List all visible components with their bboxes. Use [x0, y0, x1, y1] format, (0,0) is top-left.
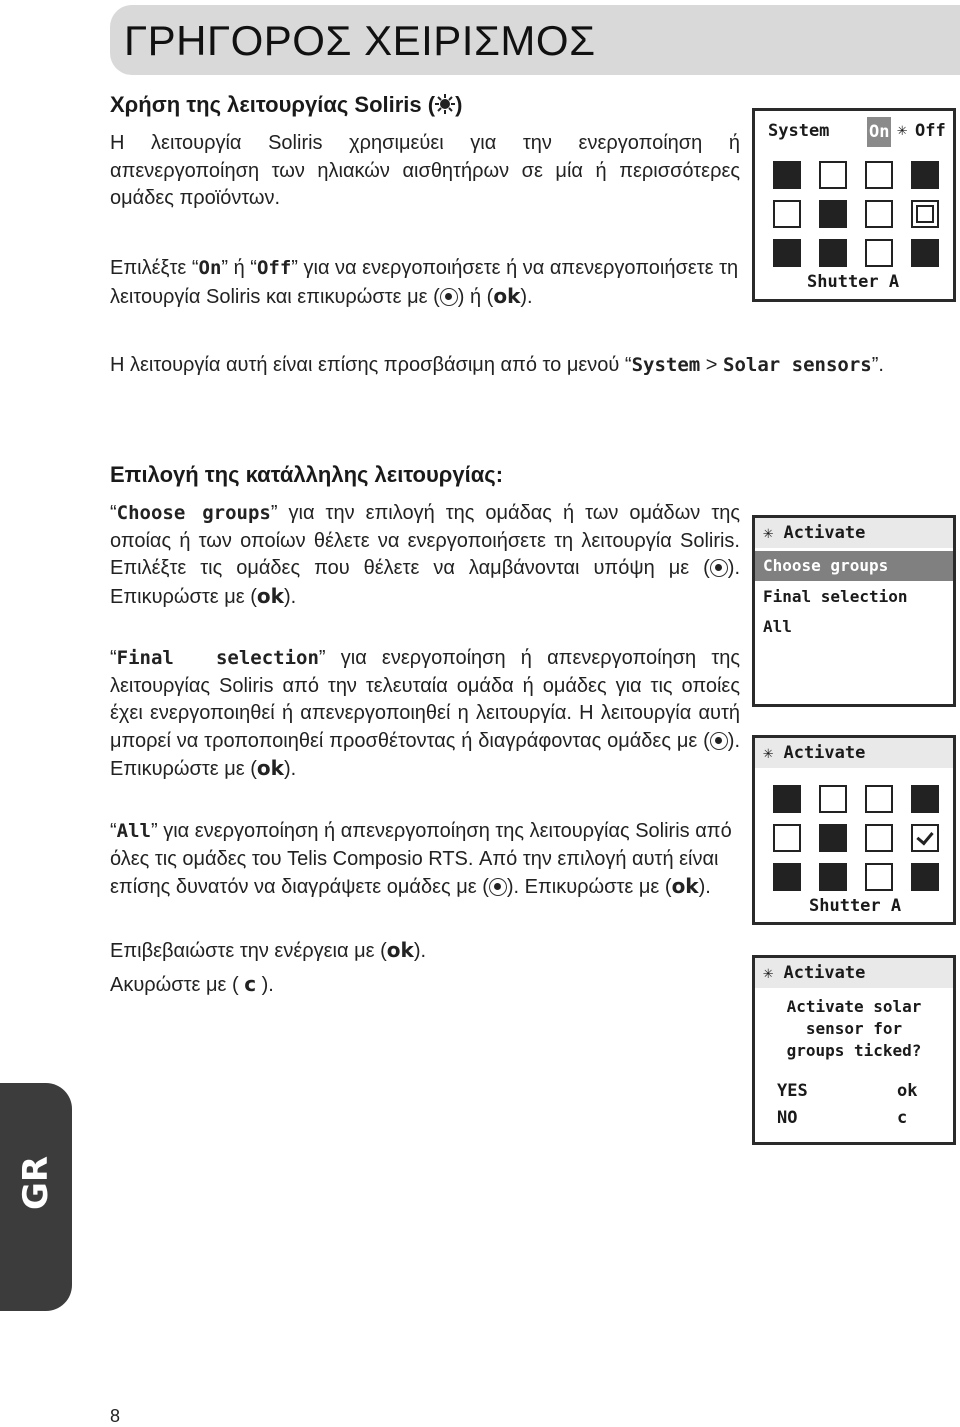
- group-cell[interactable]: [865, 200, 893, 228]
- confirm-message: Activate solar sensor for groups ticked?: [786, 997, 922, 1060]
- group-cell[interactable]: [773, 200, 801, 228]
- device-screen-groups: [752, 735, 956, 925]
- page-title: ΓΡΗΓΟΡΟΣ ΧΕΙΡΙΣΜΟΣ: [124, 17, 596, 64]
- group-cell[interactable]: [865, 785, 893, 813]
- select-key-icon: [710, 732, 728, 750]
- ok-key-label: ok: [897, 1081, 918, 1101]
- c-key-label: c: [897, 1108, 908, 1128]
- screen-header: [755, 958, 953, 988]
- all-text: “All” για ενεργοποίηση ή απενεργοποίηση της λειτουργίας Soliris από όλες τις ομάδες του Telis Composio RTS. Από την επιλογή αυτή είναι επίσης δυνατόν να διαγράψετε ομάδες με ( ). Επικυρώστε με (ok).: [110, 820, 732, 898]
- select-key-icon: [489, 878, 507, 896]
- group-cell[interactable]: [911, 239, 939, 267]
- group-cell[interactable]: [865, 824, 893, 852]
- group-cell[interactable]: [773, 161, 801, 189]
- group-cell[interactable]: [911, 785, 939, 813]
- select-key-icon: [440, 288, 458, 306]
- soliris-menu-path: Η λειτουργία αυτή είναι επίσης προσβάσιμη από το μενού “System > Solar sensors”.: [110, 354, 884, 376]
- screen-off-option: Off: [915, 121, 946, 141]
- group-cell[interactable]: [819, 161, 847, 189]
- soliris-heading: Χρήση της λειτουργίας Soliris ( ): [110, 92, 462, 120]
- soliris-onoff-text: Επιλέξτε “On” ή “Off” για να ενεργοποιήσετε ή να απενεργοποιήσετε τη λειτουργία Soliris και επικυρώστε με ( ) ή (ok).: [110, 257, 739, 308]
- group-cell[interactable]: [865, 239, 893, 267]
- group-cell[interactable]: [865, 863, 893, 891]
- menu-item-choose-groups[interactable]: Choose groups: [755, 551, 953, 581]
- screen-title: ✳ Activate: [763, 963, 866, 983]
- screen-header: [755, 518, 953, 548]
- group-cell[interactable]: [819, 824, 847, 852]
- page-number: 8: [110, 1406, 121, 1426]
- confirm-text: Επιβεβαιώστε την ενέργεια με (ok).: [110, 938, 427, 962]
- group-cell[interactable]: [911, 863, 939, 891]
- group-cell[interactable]: [773, 239, 801, 267]
- device-screen-onoff: [752, 108, 956, 302]
- screen-header: [755, 738, 953, 768]
- yes-option[interactable]: YES: [777, 1081, 808, 1101]
- screen-shutter-label: Shutter A: [809, 896, 902, 916]
- group-cell[interactable]: [911, 824, 939, 852]
- screen-system-label: System: [768, 121, 830, 141]
- soliris-intro: Η λειτουργία Soliris χρησιμεύει για την ενεργοποίηση ή απενεργοποίηση των ηλιακών αισθητήρων σε μία ή περισσότερες ομάδες προϊόντων.: [110, 132, 740, 209]
- group-cell[interactable]: [773, 824, 801, 852]
- menu-item-all[interactable]: All: [763, 617, 792, 636]
- language-tab: GR: [0, 1083, 72, 1311]
- group-cell[interactable]: [819, 200, 847, 228]
- group-cell[interactable]: [911, 161, 939, 189]
- menu-item-final-selection[interactable]: Final selection: [763, 587, 908, 606]
- group-cell[interactable]: [865, 161, 893, 189]
- group-grid: [773, 785, 939, 891]
- group-cell[interactable]: [819, 239, 847, 267]
- screen-title: ✳ Activate: [763, 523, 866, 543]
- cancel-text: Ακυρώστε με ( c ).: [110, 972, 274, 996]
- mode-heading: Επιλογή της κατάλληλης λειτουργίας:: [110, 462, 504, 487]
- asterisk-icon: ✳: [897, 120, 908, 140]
- device-screen-menu: [752, 515, 956, 707]
- group-cell[interactable]: [819, 785, 847, 813]
- group-cell[interactable]: [819, 863, 847, 891]
- sun-icon: [435, 94, 455, 120]
- title-banner: [110, 5, 960, 75]
- device-screen-confirm: [752, 955, 956, 1145]
- no-option[interactable]: NO: [777, 1108, 798, 1128]
- choose-groups-text: “Choose groups” για την επιλογή της ομάδας ή των ομάδων της οποίας ή των οποίων θέλετε να ενεργοποιήσετε τη λειτουργία Soliris. Επιλέξτε τις ομάδες που θέλετε να λαμβάνονται υπόψη με ( ). Επικυρώστε με (ok).: [110, 502, 740, 608]
- group-cell[interactable]: [773, 785, 801, 813]
- screen-on-option: On: [867, 117, 891, 147]
- select-key-icon: [710, 559, 728, 577]
- screen-title: ✳ Activate: [763, 743, 866, 763]
- final-selection-text: “Final selection” για ενεργοποίηση ή απενεργοποίηση της λειτουργίας Soliris από την τελευταία ομάδα ή ομάδες για τις οποίες έχει ενεργοποιηθεί ή απενεργοποιηθεί η λειτουργία. Η λειτουργία αυτή μπορεί να τροποποιηθεί προσθέτοντας ή διαγράφοντας ομάδες με ( ). Επικυρώστε με (ok).: [110, 647, 740, 780]
- group-grid: [773, 161, 939, 267]
- screen-shutter-label: Shutter A: [807, 272, 900, 292]
- group-cell[interactable]: [911, 200, 939, 228]
- group-cell[interactable]: [773, 863, 801, 891]
